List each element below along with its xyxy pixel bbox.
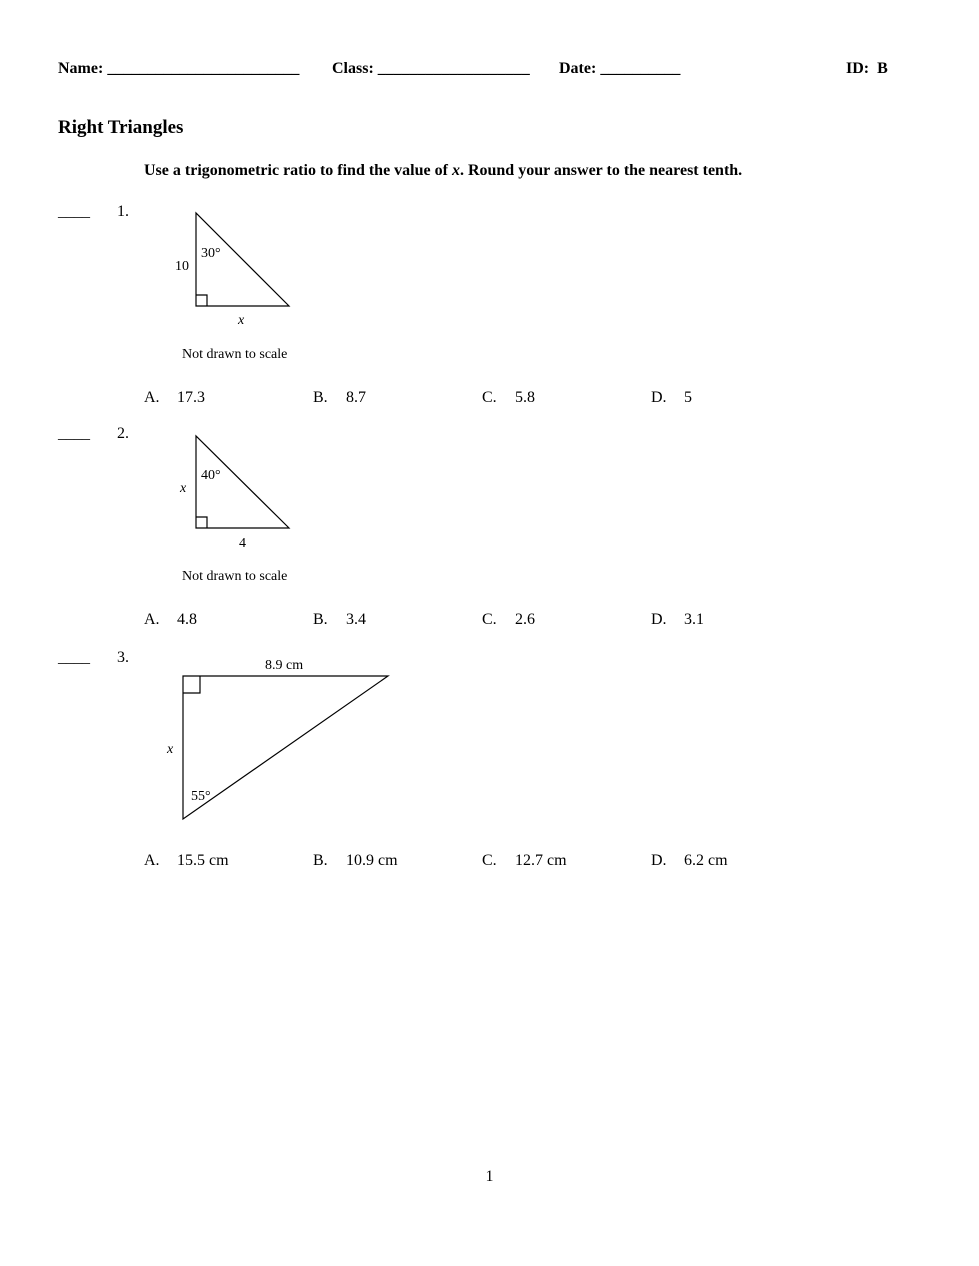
- question-number-1: 1.: [117, 203, 129, 220]
- choice-letter: B.: [313, 611, 328, 628]
- choice-letter: D.: [651, 389, 667, 406]
- instruction-before: Use a trigonometric ratio to find the value of: [144, 162, 452, 179]
- top-label-3: 8.9 cm: [265, 658, 304, 673]
- side-label-1: 10: [175, 259, 189, 274]
- choice-value: 5: [684, 389, 692, 406]
- instruction-variable: x: [451, 162, 460, 179]
- choice-letter: C.: [482, 611, 497, 628]
- choice-letter: A.: [144, 611, 160, 628]
- choice-value: 2.6: [515, 611, 535, 628]
- choice-value: 8.7: [346, 389, 366, 406]
- right-angle-mark-2: [196, 517, 207, 528]
- class-blank: ___________________: [377, 60, 530, 77]
- answer-blank-3[interactable]: ____: [58, 649, 90, 666]
- triangle-figure-2: [160, 427, 340, 592]
- choice-letter: A.: [144, 852, 160, 869]
- instruction-text: [144, 162, 742, 180]
- choice-letter: C.: [482, 389, 497, 406]
- question-number-2: 2.: [117, 425, 129, 442]
- choice-2a[interactable]: [144, 611, 197, 629]
- choice-letter: B.: [313, 852, 328, 869]
- scale-note-1: Not drawn to scale: [182, 347, 288, 362]
- choice-value: 17.3: [177, 389, 205, 406]
- choice-letter: A.: [144, 389, 160, 406]
- instruction-after: . Round your answer to the nearest tenth.: [459, 162, 743, 179]
- header-class-field: [332, 60, 530, 78]
- bottom-label-2: 4: [239, 536, 246, 551]
- choice-letter: D.: [651, 852, 667, 869]
- choice-2d[interactable]: [651, 611, 704, 629]
- question-number-3: 3.: [117, 649, 129, 666]
- answer-blank-1[interactable]: ____: [58, 203, 90, 220]
- choice-value: 10.9 cm: [346, 852, 398, 869]
- choice-1b[interactable]: [313, 389, 366, 407]
- angle-label-1: 30°: [201, 246, 221, 261]
- bottom-label-1: x: [238, 313, 245, 328]
- choice-value: 15.5 cm: [177, 852, 229, 869]
- choice-1a[interactable]: [144, 389, 205, 407]
- triangle-figure-1: [160, 205, 340, 370]
- name-blank: ________________________: [107, 60, 300, 77]
- class-label: Class:: [332, 60, 374, 77]
- choice-value: 6.2 cm: [684, 852, 728, 869]
- right-angle-mark-3: [183, 676, 200, 693]
- section-title: Right Triangles: [58, 117, 184, 138]
- triangle-outline-3: [183, 676, 388, 819]
- answer-blank-2[interactable]: ____: [58, 425, 90, 442]
- choice-letter: C.: [482, 852, 497, 869]
- choice-letter: D.: [651, 611, 667, 628]
- date-label: Date:: [559, 60, 597, 77]
- choice-value: 12.7 cm: [515, 852, 567, 869]
- right-angle-mark-1: [196, 295, 207, 306]
- page-number: 1: [485, 1168, 494, 1185]
- side-label-2: x: [180, 481, 187, 496]
- id-label: ID:: [846, 60, 870, 77]
- choice-letter: B.: [313, 389, 328, 406]
- choice-value: 3.1: [684, 611, 704, 628]
- choice-1d[interactable]: [651, 389, 692, 407]
- choice-2c[interactable]: [482, 611, 535, 629]
- scale-note-2: Not drawn to scale: [182, 569, 288, 584]
- choice-3a[interactable]: [144, 852, 229, 870]
- angle-label-3: 55°: [191, 789, 211, 804]
- header-date-field: [559, 60, 680, 78]
- header-id-field: [846, 60, 888, 78]
- choice-value: 3.4: [346, 611, 366, 628]
- choice-value: 5.8: [515, 389, 535, 406]
- choice-3b[interactable]: [313, 852, 398, 870]
- id-value: B: [877, 60, 888, 77]
- choice-3c[interactable]: [482, 852, 567, 870]
- triangle-figure-3: [160, 650, 400, 825]
- angle-label-2: 40°: [201, 468, 221, 483]
- choice-2b[interactable]: [313, 611, 366, 629]
- choice-1c[interactable]: [482, 389, 535, 407]
- name-label: Name:: [58, 60, 104, 77]
- choice-value: 4.8: [177, 611, 197, 628]
- side-label-3: x: [167, 742, 174, 757]
- date-blank: __________: [600, 60, 681, 77]
- header-name-field: [58, 60, 299, 78]
- choice-3d[interactable]: [651, 852, 728, 870]
